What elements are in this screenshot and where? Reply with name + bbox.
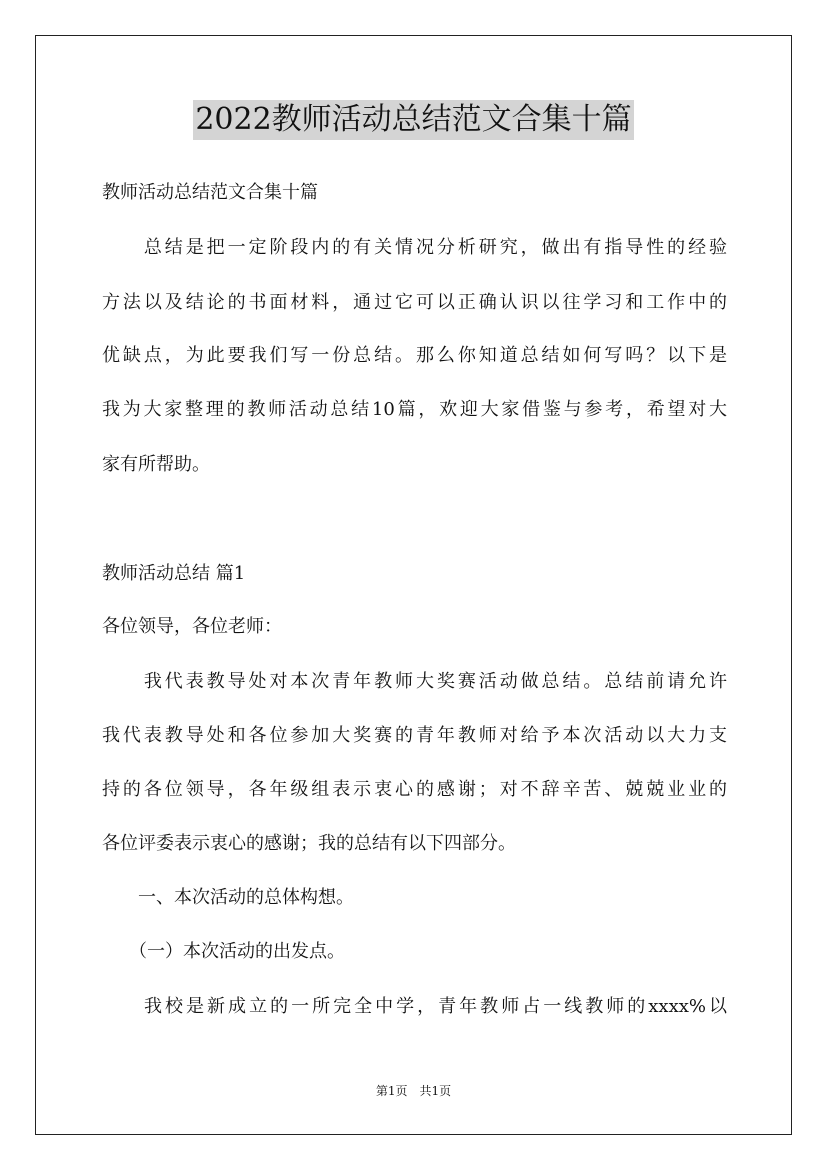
body-line: 优缺点，为此要我们写一份总结。那么你知道总结如何写吗？以下是 (102, 345, 727, 366)
body-line: 家有所帮助。 (102, 454, 210, 475)
document-title: 2022教师活动总结范文合集十篇 (193, 100, 633, 140)
section-heading: 教师活动总结 篇1 (102, 563, 246, 584)
outline-item: 一、本次活动的总体构想。 (102, 887, 354, 908)
title-container (0, 100, 827, 140)
body-line: 方法以及结论的书面材料，通过它可以正确认识以往学习和工作中的 (102, 292, 727, 313)
outline-item: （一）本次活动的出发点。 (102, 941, 345, 962)
body-line: 我代表教导处和各位参加大奖赛的青年教师对给予本次活动以大力支 (102, 725, 727, 746)
body-line: 我校是新成立的一所完全中学，青年教师占一线教师的xxxx%以 (102, 996, 727, 1017)
body-line: 总结是把一定阶段内的有关情况分析研究，做出有指导性的经验 (102, 237, 727, 258)
subtitle-line: 教师活动总结范文合集十篇 (102, 182, 318, 203)
body-line: 持的各位领导，各年级组表示衷心的感谢；对不辞辛苦、兢兢业业的 (102, 779, 727, 800)
page-number-footer: 第1页 共1页 (375, 1084, 452, 1098)
body-line: 各位评委表示衷心的感谢；我的总结有以下四部分。 (102, 833, 516, 854)
salutation-line: 各位领导，各位老师： (102, 616, 282, 637)
body-line: 我为大家整理的教师活动总结10篇，欢迎大家借鉴与参考，希望对大 (102, 399, 727, 420)
body-line: 我代表教导处对本次青年教师大奖赛活动做总结。总结前请允许 (102, 671, 727, 692)
